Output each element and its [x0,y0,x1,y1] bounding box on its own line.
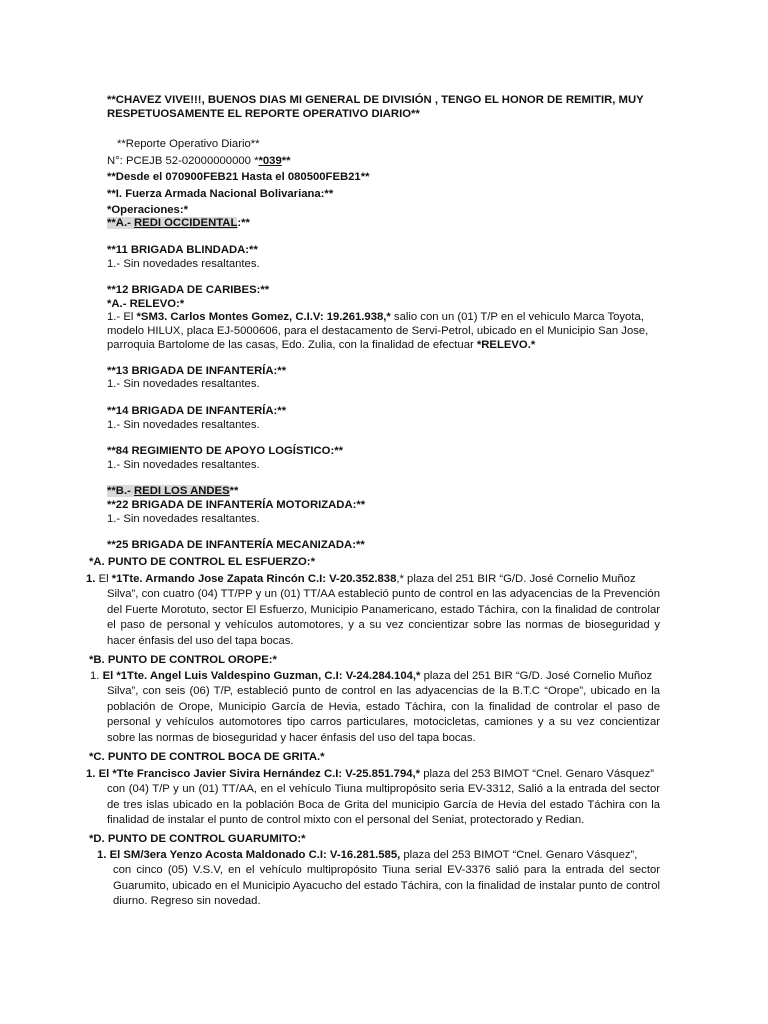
operations-heading: *Operaciones:* [107,204,188,216]
report-number-suffix: ** [281,155,291,167]
redi-a-prefix: **A.- [107,217,134,229]
report-period: **Desde el 070900FEB21 Hasta el 080500FEB21** [107,171,370,183]
checkpoint-d-body: con cinco (05) V.S.V, en el vehículo multipropósito Tiuna serial EV-3376 salió para la entrada del sector Guarumito, ubicado en el Municipio Ayacucho del estado Táchira, con la finalidad de instalar punto de control diurno. Regreso sin novedad. [113,864,660,907]
redi-b-suffix: ** [229,485,239,497]
checkpoint-d-number: 1. [97,849,110,861]
intro-line-2: RESPETUOSAMENTE EL REPORTE OPERATIVO DIARIO** [107,108,420,120]
report-title: **Reporte Operativo Diario** [117,138,260,150]
brigade-13-title: **13 BRIGADA DE INFANTERÍA:** [107,365,287,377]
intro-line-1: **CHAVEZ VIVE!!!, BUENOS DIAS MI GENERAL DE DIVISIÓN , TENGO EL HONOR DE REMITIR, MUY [107,94,644,106]
brigade-12-line-3-text: parroquia Bartolome de las casas, Edo. Zulia, con la finalidad de efectuar [107,339,477,351]
checkpoint-d-line-1 [97,848,637,862]
redi-occidental-heading [107,216,250,230]
report-number [107,154,291,168]
redi-a-name: REDI OCCIDENTAL [134,217,238,229]
checkpoint-c-line-1-rest: plaza del 253 BIMOT “Cnel. Genaro Vásquez” [420,768,655,780]
brigade-11-note: 1.- Sin novedades resaltantes. [107,258,260,270]
brigade-12-line-1 [107,310,644,324]
brigade-22-note: 1.- Sin novedades resaltantes. [107,513,260,525]
checkpoint-c-number: 1. [86,768,99,780]
checkpoint-a-line-1 [86,572,636,586]
checkpoint-b-number: 1. [90,670,103,682]
checkpoint-a-body: Silva”, con cuatro (04) TT/PP y un (01) TT/AA estableció punto de control en las adyacencias de la Prevención del Fuerte Morotuto, sector El Esfuerzo, Municipio Panamericano, estado Táchira, con la finalidad de controlar el paso de personal y vehículos automotores, y a su vez concientizar sobre las normas de bioseguridad y hacer énfasis del uso del tapa bocas. [107,588,660,647]
report-number-prefix: N°: PCEJB 52-02000000000 * [107,155,259,167]
checkpoint-d-officer: El SM/3era Yenzo Acosta Maldonado C.I: V-16.281.585, [109,849,401,861]
brigade-12-officer: *SM3. Carlos Montes Gomez, C.I.V: 19.261.938,* [136,311,391,323]
redi-los-andes-heading [107,484,238,498]
brigade-14-note: 1.- Sin novedades resaltantes. [107,419,260,431]
checkpoint-b-body: Silva”, con seis (06) T/P, estableció punto de control en las adyacencias de la B.T.C “Orope”, ubicado en la población de Orope, Municipio García de Hevia, estado Táchira, con la finalidad de controlar el paso de personal y vehículos automotores tipo carros particulares, motocicletas, camiones y a su vez concientizar sobre las normas de bioseguridad y hacer énfasis del uso del tapa bocas. [107,685,660,744]
checkpoint-a-line-1-rest: ,* plaza del 251 BIR “G/D. José Cornelio Muñoz [396,573,636,585]
checkpoint-c-line-1 [86,767,654,781]
brigade-12-line-2: modelo HILUX, placa EJ-5000606, para el destacamento de Servi-Petrol, ubicado en el Municipio San Jose, [107,325,649,337]
checkpoint-b-officer: El *1Tte. Angel Luis Valdespino Guzman, C.I: V-24.284.104,* [102,670,421,682]
brigade-22-title: **22 BRIGADA DE INFANTERÍA MOTORIZADA:** [107,499,366,511]
checkpoint-d-heading: *D. PUNTO DE CONTROL GUARUMITO:* [89,833,306,845]
brigade-12-title: **12 BRIGADA DE CARIBES:** [107,284,270,296]
brigade-12-relevo: *RELEVO.* [476,339,536,351]
brigade-12-line-3 [107,338,535,352]
checkpoint-d-line-1-rest: plaza del 253 BIMOT “Cnel. Genaro Vásquez”, [400,849,638,861]
checkpoint-b-line-1 [90,669,652,683]
brigade-25-title: **25 BRIGADA DE INFANTERÍA MECANIZADA:** [107,539,365,551]
regiment-84-note: 1.- Sin novedades resaltantes. [107,459,260,471]
checkpoint-c-heading: *C. PUNTO DE CONTROL BOCA DE GRITA.* [89,751,325,763]
redi-b-name: REDI LOS ANDES [134,485,230,497]
regiment-84-title: **84 REGIMIENTO DE APOYO LOGÍSTICO:** [107,445,344,457]
report-number-value: *039 [258,155,282,167]
brigade-14-title: **14 BRIGADA DE INFANTERÍA:** [107,405,287,417]
checkpoint-a-heading: *A. PUNTO DE CONTROL EL ESFUERZO:* [89,556,315,568]
redi-b-prefix: **B.- [107,485,134,497]
checkpoint-c-body: con (04) T/P y un (01) TT/AA, en el vehículo Tiuna multipropósito seria EV-3312, Salió a la entrada del sector de tres islas ubicado en la población Boca de Grita del municipio García de Hevia del estado Táchira con la finalidad de instalar el punto de control mixto con el personal del Seniat, protectorado y Redian. [107,783,660,826]
brigade-12-line-1-rest: salio con un (01) T/P en el vehiculo Marca Toyota, [390,311,644,323]
brigade-11-title: **11 BRIGADA BLINDADA:** [107,244,258,256]
checkpoint-a-pre: El [98,573,112,585]
brigade-13-note: 1.- Sin novedades resaltantes. [107,378,260,390]
checkpoint-b-heading: *B. PUNTO DE CONTROL OROPE:* [89,654,277,666]
checkpoint-a-officer: *1Tte. Armando Jose Zapata Rincón C.I: V-20.352.838 [111,573,397,585]
brigade-12-intro: 1.- El [107,311,137,323]
section-heading: **I. Fuerza Armada Nacional Bolivariana:** [107,188,334,200]
brigade-12-subheading: *A.- RELEVO:* [107,298,185,310]
checkpoint-c-officer: El *Tte Francisco Javier Sivira Hernández C.I: V-25.851.794,* [98,768,421,780]
checkpoint-a-number: 1. [86,573,99,585]
redi-a-suffix: :** [237,217,250,229]
checkpoint-b-line-1-rest: plaza del 251 BIR “G/D. José Cornelio Muñoz [420,670,653,682]
